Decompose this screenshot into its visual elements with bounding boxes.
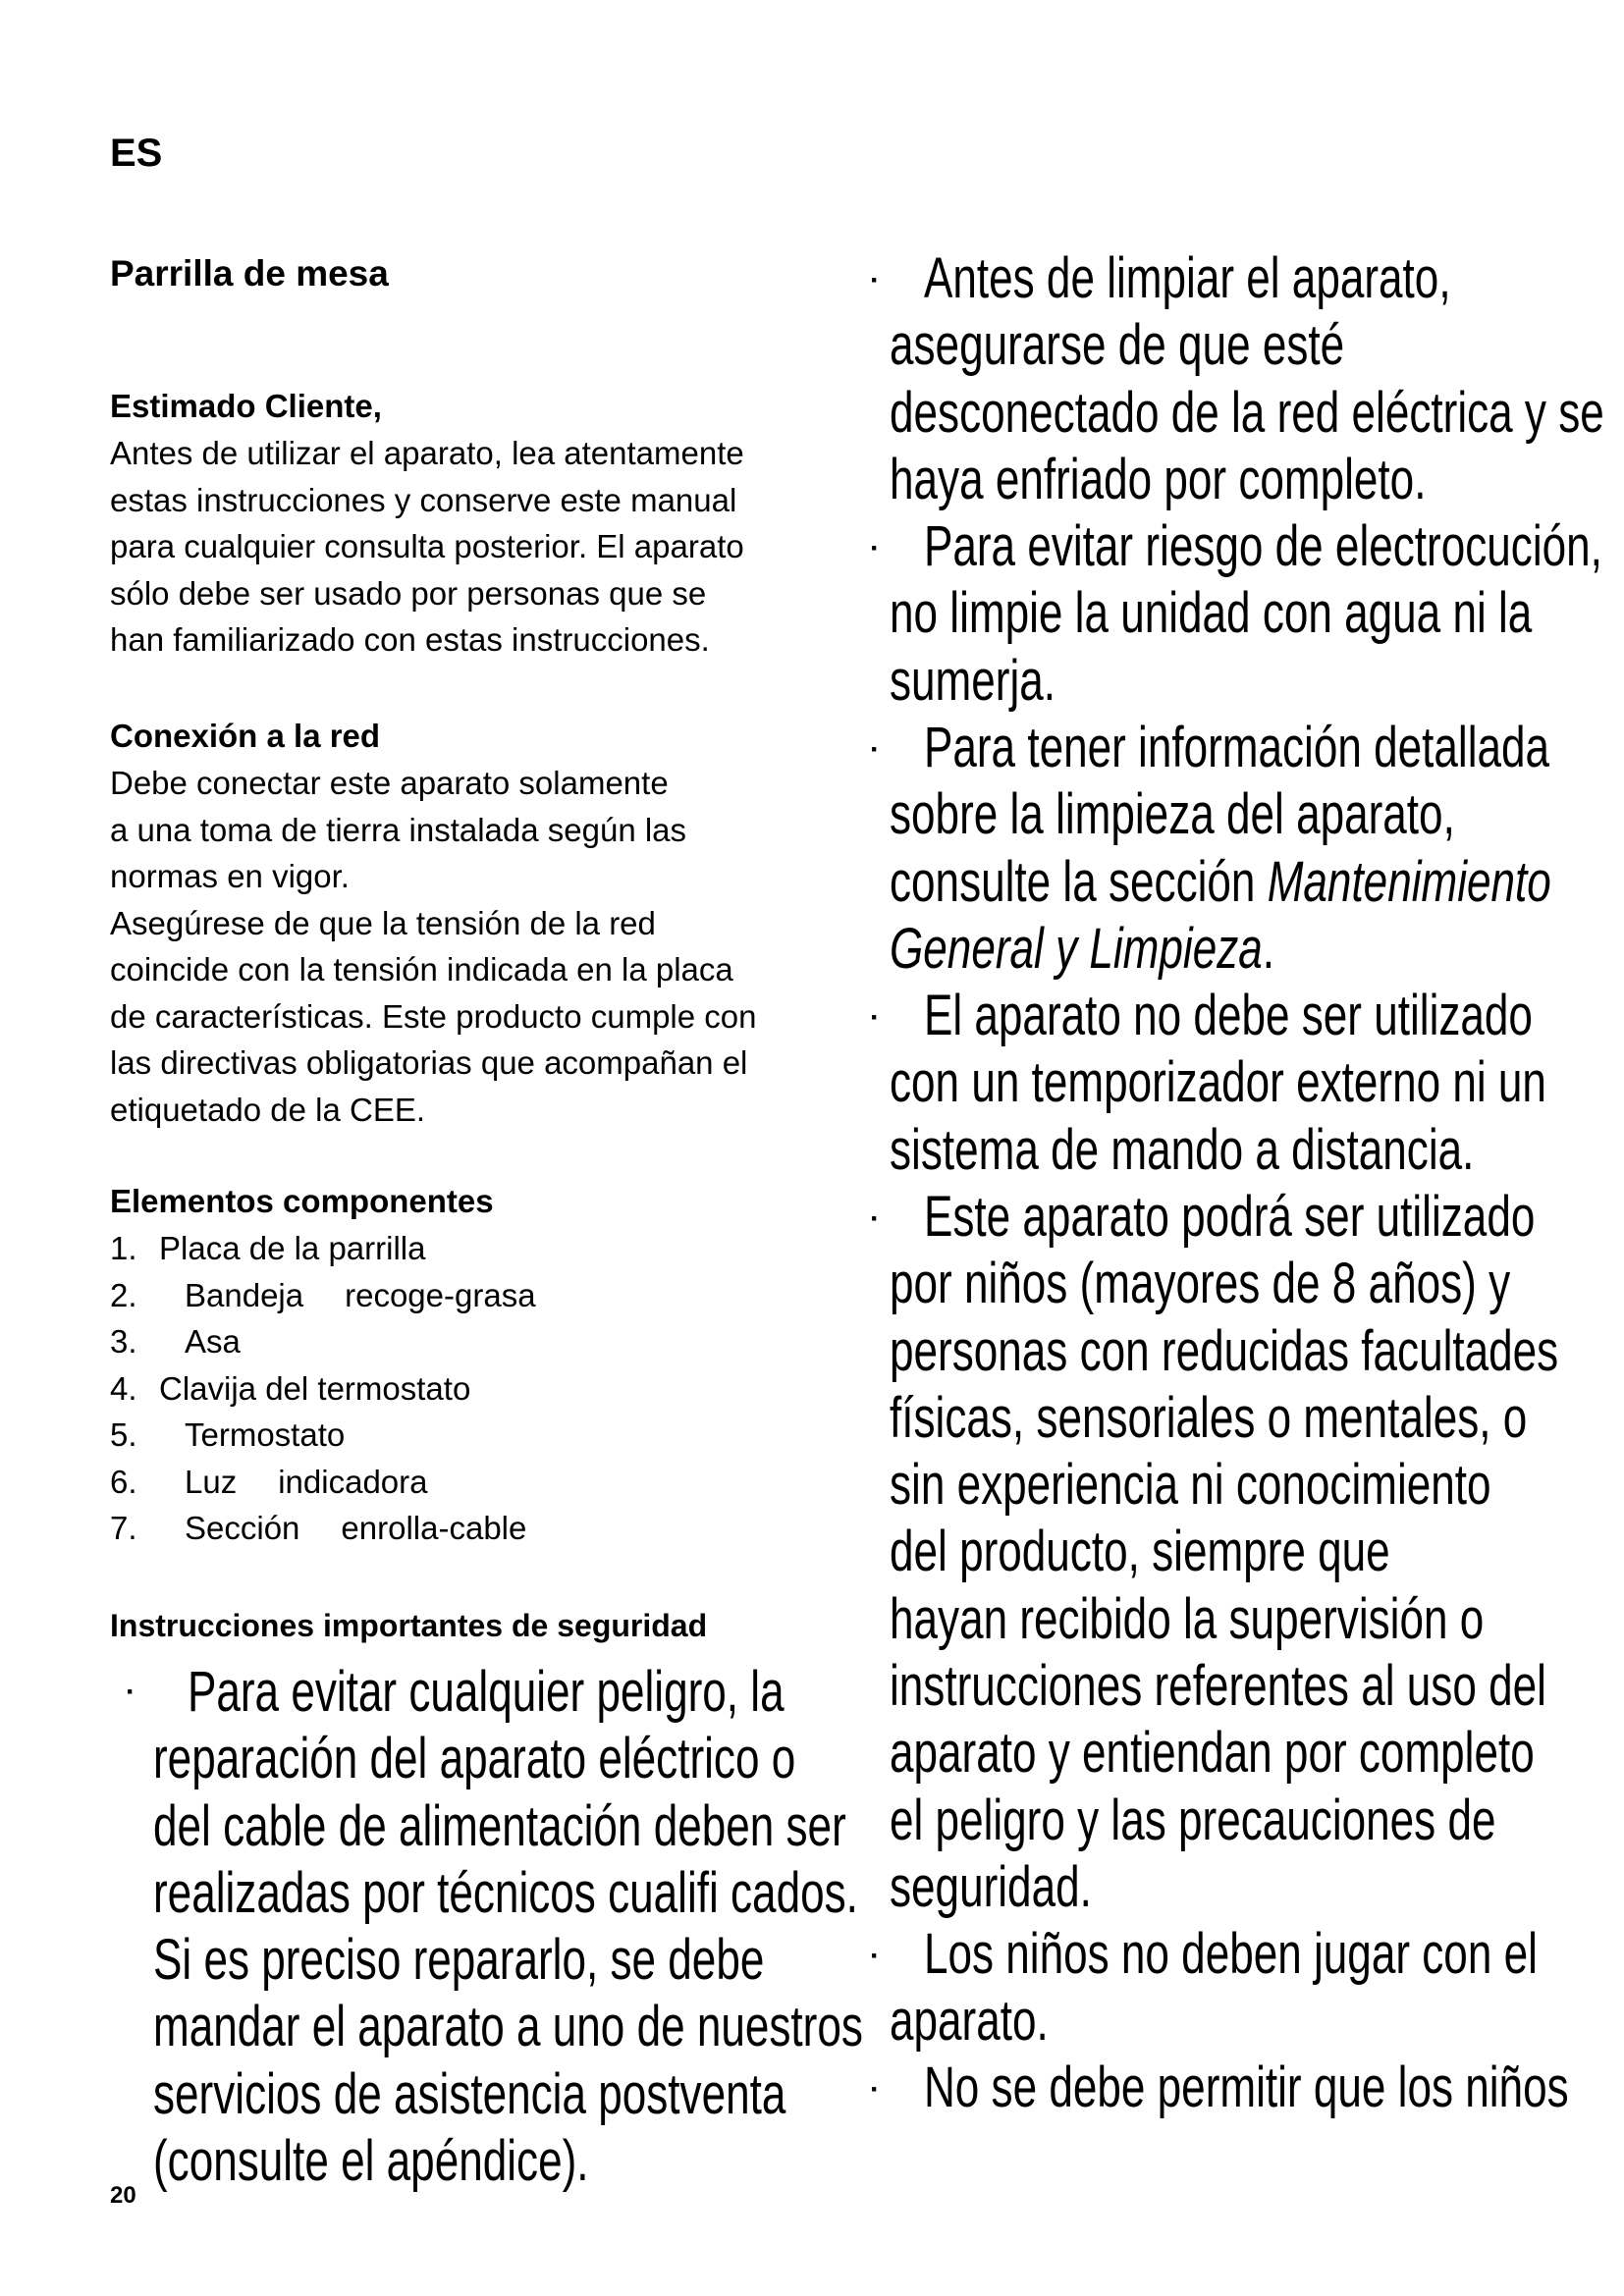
text-line: haya enfriado por completo. bbox=[890, 447, 1427, 511]
list-item bbox=[110, 1505, 536, 1552]
text-line: . bbox=[1262, 916, 1275, 981]
text-line: Para tener información detallada bbox=[923, 716, 1550, 779]
section-reference: General y Limpieza bbox=[890, 916, 1263, 981]
text-line: consulte la sección bbox=[890, 849, 1268, 914]
text-line: realizadas por técnicos cualifi cados. bbox=[153, 1860, 858, 1925]
connection-heading: Conexión a la red bbox=[110, 718, 381, 754]
list-item bbox=[110, 1225, 536, 1272]
item-number: 7. bbox=[110, 1510, 137, 1546]
safety-text bbox=[890, 715, 1551, 983]
text-line: normas en vigor. bbox=[110, 858, 350, 894]
greeting-section bbox=[110, 383, 744, 664]
text-line: hayan recibido la supervisión o bbox=[890, 1586, 1485, 1651]
text-line: del producto, siempre que bbox=[890, 1520, 1390, 1584]
text-line: para cualquier consulta posterior. El aparato bbox=[110, 528, 744, 564]
safety-text bbox=[890, 245, 1604, 513]
text-line: Antes de utilizar el aparato, lea atentamente bbox=[110, 435, 744, 471]
text-line: sistema de mando a distancia. bbox=[890, 1117, 1475, 1182]
text-line: Antes de limpiar el aparato, bbox=[923, 246, 1451, 310]
text-line: Los niños no deben jugar con el bbox=[923, 1922, 1538, 1986]
text-line: servicios de asistencia postventa bbox=[153, 2061, 786, 2126]
text-line: seguridad. bbox=[890, 1854, 1092, 1919]
safety-text bbox=[890, 1184, 1558, 1921]
bullet-icon: · bbox=[870, 1940, 880, 1972]
safety-text bbox=[890, 1921, 1538, 2056]
text-line: Para evitar cualquier peligro, la bbox=[187, 1660, 785, 1724]
bullet-icon: · bbox=[870, 2073, 880, 2106]
text-line: sólo debe ser usado por personas que se bbox=[110, 574, 707, 612]
text-line: han familiarizado con estas instrucciones. bbox=[110, 621, 710, 658]
page-title: Parrilla de mesa bbox=[110, 253, 389, 294]
list-item bbox=[110, 1412, 536, 1459]
text-line: Si es preciso repararlo, se debe bbox=[153, 1928, 765, 1993]
page-number: 20 bbox=[110, 2182, 136, 2209]
text-line: las directivas obligatorias que acompañan el bbox=[110, 1044, 748, 1081]
item-label: Luz bbox=[185, 1463, 238, 1500]
item-label-suffix: indicadora bbox=[278, 1463, 428, 1500]
list-item bbox=[110, 1365, 536, 1413]
text-line: a una toma de tierra instalada según las bbox=[110, 811, 687, 848]
item-number: 2. bbox=[110, 1276, 137, 1313]
item-label-suffix: enrolla-cable bbox=[341, 1510, 527, 1546]
text-line: No se debe permitir que los niños bbox=[923, 2056, 1569, 2119]
item-label: Clavija del termostato bbox=[159, 1369, 471, 1407]
text-line: (consulte el apéndice). bbox=[153, 2129, 589, 2194]
text-line: desconectado de la red eléctrica y se bbox=[890, 380, 1604, 445]
text-line: sobre la limpieza del aparato, bbox=[890, 782, 1455, 847]
safety-text bbox=[890, 513, 1602, 715]
text-line: por niños (mayores de 8 años) y bbox=[890, 1252, 1511, 1316]
text-line: Para evitar riesgo de electrocución, bbox=[923, 514, 1602, 578]
text-line: asegurarse de que esté bbox=[890, 313, 1345, 378]
bullet-icon: · bbox=[126, 1676, 135, 1708]
safety-text bbox=[890, 983, 1546, 1184]
item-label: Placa de la parrilla bbox=[159, 1230, 426, 1266]
text-line: personas con reducidas facultades bbox=[890, 1318, 1559, 1383]
item-label-suffix: recoge-grasa bbox=[345, 1276, 536, 1313]
connection-section bbox=[110, 713, 757, 1133]
text-line: físicas, sensoriales o mentales, o bbox=[890, 1385, 1528, 1450]
bullet-icon: · bbox=[870, 733, 880, 766]
safety-heading-block bbox=[110, 1602, 707, 1649]
components-heading: Elementos componentes bbox=[110, 1183, 494, 1219]
text-line: de características. Este producto cumple con bbox=[110, 997, 757, 1035]
safety-heading: Instrucciones importantes de seguridad bbox=[110, 1608, 708, 1643]
text-line: el peligro y las precauciones de bbox=[890, 1788, 1496, 1852]
text-line: del cable de alimentación deben ser bbox=[153, 1793, 846, 1858]
text-line: aparato. bbox=[890, 1989, 1049, 2054]
item-label: Bandeja bbox=[185, 1276, 304, 1313]
item-number: 3. bbox=[110, 1323, 137, 1360]
list-item bbox=[110, 1272, 536, 1319]
bullet-icon: · bbox=[870, 1001, 880, 1034]
components-section bbox=[110, 1178, 536, 1552]
text-line: coincide con la tensión indicada en la placa bbox=[110, 951, 733, 988]
item-label: Asa bbox=[185, 1323, 241, 1360]
item-number: 1. bbox=[110, 1230, 137, 1266]
text-line: sin experiencia ni conocimiento bbox=[890, 1453, 1491, 1518]
bullet-icon: · bbox=[870, 1202, 880, 1235]
text-line: etiquetado de la CEE. bbox=[110, 1091, 426, 1128]
text-line: Debe conectar este aparato solamente bbox=[110, 765, 669, 801]
text-line: con un temporizador externo ni un bbox=[890, 1050, 1546, 1115]
text-line: estas instrucciones y conserve este manual bbox=[110, 481, 737, 518]
components-list bbox=[110, 1225, 536, 1552]
connection-text bbox=[110, 760, 757, 1133]
bullet-icon: · bbox=[870, 264, 880, 296]
text-line: reparación del aparato eléctrico o bbox=[153, 1727, 796, 1791]
text-line: no limpie la unidad con agua ni la bbox=[890, 581, 1533, 646]
language-code: ES bbox=[110, 132, 163, 175]
text-line: sumerja. bbox=[890, 648, 1056, 713]
greeting-text bbox=[110, 430, 744, 664]
greeting-heading: Estimado Cliente, bbox=[110, 388, 382, 424]
text-line: aparato y entiendan por completo bbox=[890, 1721, 1535, 1786]
list-item bbox=[110, 1459, 536, 1506]
text-line: mandar el aparato a uno de nuestros bbox=[153, 1995, 863, 2059]
safety-text bbox=[153, 1659, 863, 2195]
item-number: 4. bbox=[110, 1369, 137, 1407]
item-label: Termostato bbox=[185, 1416, 346, 1453]
item-number: 6. bbox=[110, 1463, 137, 1500]
text-line: El aparato no debe ser utilizado bbox=[923, 984, 1533, 1047]
bullet-icon: · bbox=[870, 532, 880, 564]
item-label: Sección bbox=[185, 1510, 300, 1546]
text-line: instrucciones referentes al uso del bbox=[890, 1654, 1546, 1719]
item-number: 5. bbox=[110, 1416, 137, 1453]
text-line: Este aparato podrá ser utilizado bbox=[923, 1185, 1536, 1249]
text-line: Asegúrese de que la tensión de la red bbox=[110, 904, 656, 941]
section-reference: Mantenimiento bbox=[1267, 849, 1551, 914]
list-item bbox=[110, 1318, 536, 1365]
safety-text bbox=[890, 2055, 1569, 2121]
